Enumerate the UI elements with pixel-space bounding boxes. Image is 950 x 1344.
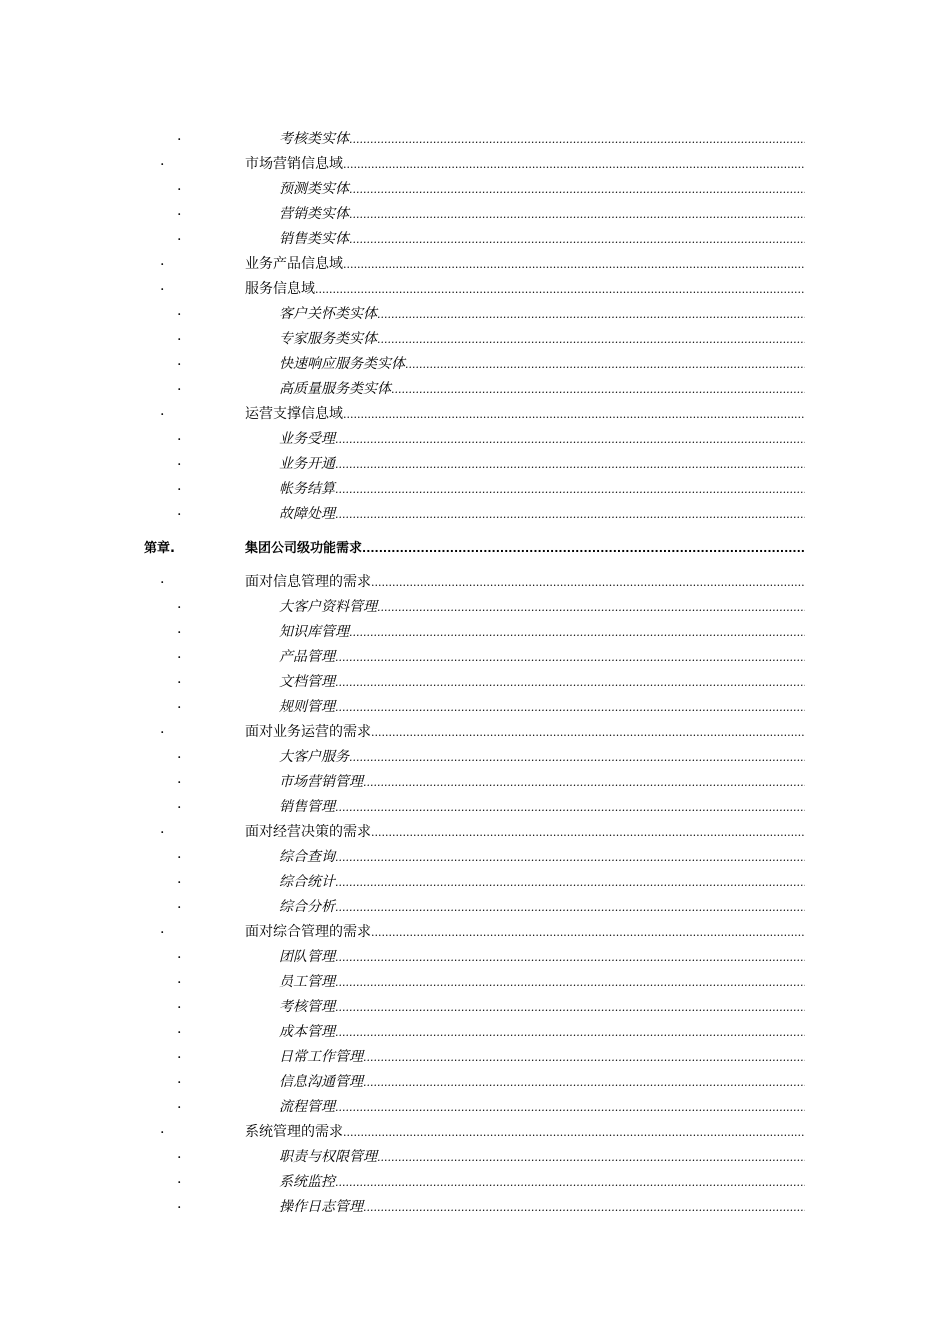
toc-entry-number: .	[160, 571, 165, 587]
toc-entry-number: .	[177, 353, 182, 369]
toc-entry-number: .	[177, 1171, 182, 1187]
toc-entry-number: .	[177, 771, 182, 787]
toc-entry-number: .	[177, 971, 182, 987]
toc-entry-line	[279, 478, 805, 498]
toc-entry-line	[279, 796, 805, 816]
dot-leader	[315, 283, 805, 296]
toc-entry-title[interactable]: 综合分析	[279, 899, 335, 915]
toc-entry-title[interactable]: 产品管理	[279, 649, 335, 665]
dot-leader	[391, 383, 805, 396]
dot-leader	[335, 508, 805, 521]
dot-leader	[335, 458, 805, 471]
toc-entry-number: .	[177, 328, 182, 344]
toc-entry[interactable]	[0, 667, 950, 692]
toc-entry-title[interactable]: 文档管理	[279, 674, 335, 690]
toc-entry[interactable]	[0, 249, 950, 274]
dot-leader	[335, 701, 805, 714]
toc-entry[interactable]	[0, 717, 950, 742]
toc-entry-number: .	[177, 1196, 182, 1212]
toc-entry[interactable]	[0, 942, 950, 967]
toc-entry-title[interactable]: 操作日志管理	[279, 1199, 363, 1215]
toc-entry-line	[279, 378, 805, 398]
toc-entry-title[interactable]: 面对经营决策的需求	[245, 824, 371, 840]
toc-entry-title[interactable]: 大客户资料管理	[279, 599, 377, 615]
toc-entry-line	[245, 721, 805, 741]
toc-entry[interactable]	[0, 817, 950, 842]
toc-entry-number: .	[177, 1046, 182, 1062]
dot-leader	[363, 1051, 805, 1064]
toc-entry-line	[279, 1046, 805, 1066]
toc-entry[interactable]	[0, 592, 950, 617]
toc-entry[interactable]	[0, 692, 950, 717]
toc-entry-line	[279, 1096, 805, 1116]
toc-entry[interactable]	[0, 742, 950, 767]
toc-entry-line	[279, 128, 805, 148]
toc-entry-line	[245, 253, 805, 273]
toc-entry-title[interactable]: 业务受理	[279, 431, 335, 447]
toc-entry-line	[245, 571, 805, 591]
toc-entry-number: .	[177, 228, 182, 244]
toc-entry[interactable]	[0, 424, 950, 449]
toc-entry-number: .	[160, 821, 165, 837]
toc-entry[interactable]	[0, 617, 950, 642]
toc-entry[interactable]	[0, 1092, 950, 1117]
toc-entry[interactable]	[0, 124, 950, 149]
toc-entry-line	[245, 278, 805, 298]
toc-entry-title[interactable]: 信息沟通管理	[279, 1074, 363, 1090]
toc-entry-number: .	[177, 871, 182, 887]
dot-leader	[335, 433, 805, 446]
toc-entry-number: .	[177, 671, 182, 687]
dot-leader	[343, 158, 805, 171]
toc-entry-line	[279, 946, 805, 966]
toc-entry[interactable]	[0, 1117, 950, 1142]
toc-chapter-entry[interactable]	[0, 533, 950, 558]
toc-entry-title[interactable]: 面对业务运营的需求	[245, 724, 371, 740]
dot-leader	[349, 133, 805, 146]
dot-leader	[349, 626, 805, 639]
toc-entry-title[interactable]: 系统监控	[279, 1174, 335, 1190]
toc-entry-line	[279, 771, 805, 791]
toc-entry-line	[279, 453, 805, 473]
toc-entry[interactable]	[0, 299, 950, 324]
toc-entry[interactable]	[0, 1192, 950, 1217]
toc-entry[interactable]	[0, 149, 950, 174]
dot-leader	[335, 801, 805, 814]
toc-entry-line	[279, 896, 805, 916]
toc-entry-title[interactable]: 团队管理	[279, 949, 335, 965]
toc-entry[interactable]	[0, 374, 950, 399]
dot-leader	[335, 1001, 805, 1014]
toc-entry-title[interactable]: 集团公司级功能需求	[245, 541, 363, 556]
table-of-contents	[0, 124, 950, 1217]
toc-entry[interactable]	[0, 399, 950, 424]
dot-leader	[335, 1101, 805, 1114]
toc-entry-number: .	[160, 721, 165, 737]
toc-entry[interactable]	[0, 967, 950, 992]
toc-entry[interactable]	[0, 767, 950, 792]
dot-leader	[349, 233, 805, 246]
toc-entry-number: .	[177, 696, 182, 712]
toc-entry-number: .	[160, 253, 165, 269]
toc-entry-line	[279, 1146, 805, 1166]
toc-entry-number: .	[160, 153, 165, 169]
toc-entry-number: .	[177, 428, 182, 444]
toc-entry[interactable]	[0, 499, 950, 524]
toc-entry-line	[245, 153, 805, 173]
toc-entry-line	[279, 596, 805, 616]
toc-entry-line	[245, 821, 805, 841]
dot-leader	[335, 483, 805, 496]
toc-entry-line	[279, 428, 805, 448]
toc-entry[interactable]	[0, 992, 950, 1017]
dot-leader	[377, 308, 805, 321]
dot-leader	[335, 676, 805, 689]
dot-leader	[362, 542, 805, 555]
toc-entry-title[interactable]: 流程管理	[279, 1099, 335, 1115]
toc-entry-number: .	[177, 303, 182, 319]
dot-leader	[371, 826, 805, 839]
toc-entry-title[interactable]: 知识库管理	[279, 624, 349, 640]
toc-entry-title[interactable]: 服务信息域	[245, 281, 315, 297]
toc-entry-title[interactable]: 成本管理	[279, 1024, 335, 1040]
dot-leader	[335, 876, 805, 889]
toc-entry-title[interactable]: 市场营销管理	[279, 774, 363, 790]
toc-entry-line	[279, 846, 805, 866]
toc-entry-number: .	[177, 621, 182, 637]
dot-leader	[371, 726, 805, 739]
toc-entry-title[interactable]: 预测类实体	[279, 181, 349, 197]
toc-entry-number: .	[177, 596, 182, 612]
toc-entry[interactable]	[0, 474, 950, 499]
dot-leader	[335, 1026, 805, 1039]
toc-entry-number: .	[177, 128, 182, 144]
toc-entry-number: .	[177, 203, 182, 219]
toc-entry-line	[279, 971, 805, 991]
toc-entry[interactable]	[0, 1067, 950, 1092]
toc-entry-number: .	[177, 1021, 182, 1037]
dot-leader	[343, 408, 805, 421]
dot-leader	[343, 258, 805, 271]
toc-entry[interactable]	[0, 1017, 950, 1042]
toc-entry-number: .	[177, 646, 182, 662]
toc-entry[interactable]	[0, 892, 950, 917]
toc-entry[interactable]	[0, 1042, 950, 1067]
toc-entry-title[interactable]: 综合统计	[279, 874, 335, 890]
toc-entry-number: .	[160, 278, 165, 294]
toc-entry-title[interactable]: 考核管理	[279, 999, 335, 1015]
dot-leader	[377, 1151, 805, 1164]
dot-leader	[343, 1126, 805, 1139]
toc-entry-line	[279, 503, 805, 523]
toc-entry-number: .	[177, 896, 182, 912]
toc-entry-line	[245, 403, 805, 423]
toc-entry-title[interactable]: 业务产品信息域	[245, 256, 343, 272]
toc-entry-line	[279, 871, 805, 891]
toc-entry[interactable]	[0, 1167, 950, 1192]
dot-leader	[349, 183, 805, 196]
toc-entry[interactable]	[0, 642, 950, 667]
toc-entry-number: .	[177, 503, 182, 519]
dot-leader	[377, 601, 805, 614]
toc-entry-line	[279, 996, 805, 1016]
toc-entry-title[interactable]: 综合查询	[279, 849, 335, 865]
dot-leader	[335, 1176, 805, 1189]
toc-entry[interactable]	[0, 567, 950, 592]
toc-entry-title[interactable]: 规则管理	[279, 699, 335, 715]
dot-leader	[335, 901, 805, 914]
dot-leader	[363, 776, 805, 789]
toc-entry-line	[279, 228, 805, 248]
dot-leader	[363, 1076, 805, 1089]
toc-entry-title[interactable]: 帐务结算	[279, 481, 335, 497]
toc-entry-line	[279, 671, 805, 691]
toc-entry-title[interactable]: 故障处理	[279, 506, 335, 522]
toc-entry-title[interactable]: 面对综合管理的需求	[245, 924, 371, 940]
toc-entry[interactable]	[0, 867, 950, 892]
toc-entry[interactable]	[0, 349, 950, 374]
toc-entry-title[interactable]: 职责与权限管理	[279, 1149, 377, 1165]
toc-entry-number: .	[177, 1096, 182, 1112]
dot-leader	[349, 208, 805, 221]
toc-entry[interactable]	[0, 1142, 950, 1167]
toc-entry-title[interactable]: 销售管理	[279, 799, 335, 815]
toc-entry-line	[279, 353, 805, 373]
toc-entry-title[interactable]: 系统管理的需求	[245, 1124, 343, 1140]
toc-entry-number: .	[177, 453, 182, 469]
toc-entry-title[interactable]: 面对信息管理的需求	[245, 574, 371, 590]
dot-leader	[363, 1201, 805, 1214]
toc-entry-title[interactable]: 员工管理	[279, 974, 335, 990]
dot-leader	[335, 651, 805, 664]
toc-entry[interactable]	[0, 224, 950, 249]
toc-entry-title[interactable]: 营销类实体	[279, 206, 349, 222]
toc-entry-line	[279, 646, 805, 666]
toc-entry[interactable]	[0, 199, 950, 224]
toc-entry[interactable]	[0, 274, 950, 299]
toc-entry-line	[279, 1021, 805, 1041]
toc-entry-line	[279, 746, 805, 766]
dot-leader	[371, 576, 805, 589]
toc-entry-number: .	[177, 378, 182, 394]
toc-entry-line	[279, 303, 805, 323]
toc-entry-number: .	[177, 846, 182, 862]
dot-leader	[335, 951, 805, 964]
toc-entry-number: 第章.	[144, 541, 175, 556]
toc-entry-number: .	[177, 1146, 182, 1162]
toc-entry-line	[245, 921, 805, 941]
dot-leader	[377, 333, 805, 346]
toc-entry-number: .	[177, 946, 182, 962]
toc-entry-number: .	[177, 478, 182, 494]
toc-entry-title[interactable]: 市场营销信息域	[245, 156, 343, 172]
toc-entry-number: .	[160, 1121, 165, 1137]
toc-entry-number: .	[160, 921, 165, 937]
toc-entry-title[interactable]: 销售类实体	[279, 231, 349, 247]
toc-entry-line	[279, 621, 805, 641]
toc-entry[interactable]	[0, 449, 950, 474]
toc-entry-number: .	[177, 1071, 182, 1087]
dot-leader	[371, 926, 805, 939]
dot-leader	[335, 851, 805, 864]
toc-entry[interactable]	[0, 842, 950, 867]
toc-entry-line	[279, 1171, 805, 1191]
toc-entry-title[interactable]: 运营支撑信息域	[245, 406, 343, 422]
toc-entry-number: .	[160, 403, 165, 419]
toc-entry-number: .	[177, 796, 182, 812]
toc-entry-number: .	[177, 746, 182, 762]
toc-entry[interactable]	[0, 917, 950, 942]
toc-entry-title[interactable]: 快速响应服务类实体	[279, 356, 405, 372]
toc-entry-line	[279, 696, 805, 716]
toc-entry-line	[245, 1121, 805, 1141]
toc-entry-line	[279, 1071, 805, 1091]
toc-entry-title[interactable]: 大客户服务	[279, 749, 349, 765]
toc-entry-title[interactable]: 专家服务类实体	[279, 331, 377, 347]
toc-entry-line	[279, 203, 805, 223]
toc-entry-number: .	[177, 996, 182, 1012]
dot-leader	[349, 751, 805, 764]
toc-entry[interactable]	[0, 792, 950, 817]
dot-leader	[335, 976, 805, 989]
toc-entry-line	[245, 537, 805, 556]
dot-leader	[405, 358, 805, 371]
toc-entry[interactable]	[0, 174, 950, 199]
toc-entry-title[interactable]: 客户关怀类实体	[279, 306, 377, 322]
toc-entry-line	[279, 328, 805, 348]
toc-entry-number: .	[177, 178, 182, 194]
toc-entry-line	[279, 1196, 805, 1216]
toc-entry-line	[279, 178, 805, 198]
toc-entry-title[interactable]: 高质量服务类实体	[279, 381, 391, 397]
toc-entry-title[interactable]: 考核类实体	[279, 131, 349, 147]
toc-entry-title[interactable]: 日常工作管理	[279, 1049, 363, 1065]
toc-entry[interactable]	[0, 324, 950, 349]
toc-entry-title[interactable]: 业务开通	[279, 456, 335, 472]
